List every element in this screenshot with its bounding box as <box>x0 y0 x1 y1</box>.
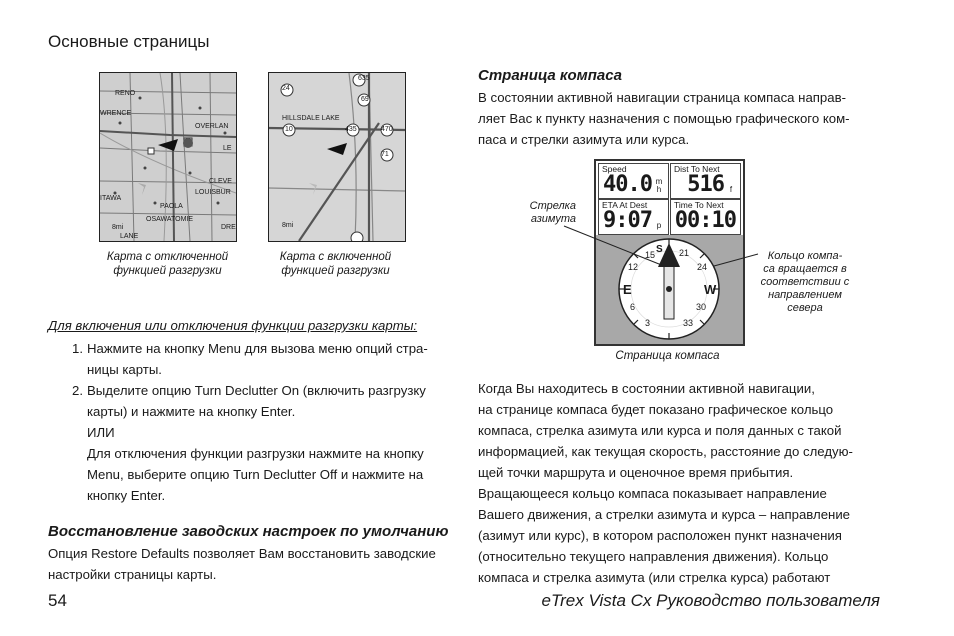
map-label: LOUISBUR <box>195 189 231 196</box>
map-caption-off: Карта с отключенной функцией разгрузки <box>106 251 229 277</box>
page-number: 54 <box>48 591 67 610</box>
annotation-leader-right <box>712 250 762 270</box>
map-label: LANE <box>120 233 139 240</box>
declutter-subhead: Для включения или отключения функции разгрузки карты: <box>48 318 418 333</box>
annotation-bearing-pointer: Стрелка азимута <box>529 200 576 225</box>
compass-intro: В состоянии активной навигации страница компаса направ- ляет Вас к пункту назначения с помощью графического ком- паса и стрелки азимута или курса. <box>478 90 850 147</box>
ring-cardinal-w: W <box>704 282 717 297</box>
data-field-speed[interactable]: Speed 40.0 m h <box>598 163 669 199</box>
ring-number: 21 <box>679 248 690 258</box>
document-title: eTrex Vista Cx Руководство пользователя <box>541 591 880 610</box>
data-field-eta-at-dest[interactable]: ETA At Dest 9:07 p <box>598 199 669 235</box>
compass-heading: Страница компаса <box>478 67 622 84</box>
map-label: OVERLAN <box>195 123 229 130</box>
ring-number: 3 <box>645 318 651 328</box>
ring-number: 15 <box>645 250 656 260</box>
restore-heading: Восстановление заводских настроек по умолчанию <box>48 523 449 540</box>
map-scale: 8mi <box>112 224 124 231</box>
route-shield: 24 <box>282 85 290 92</box>
map-caption-on: Карта с включенной функцией разгрузки <box>279 251 392 277</box>
map-label: LE <box>223 145 232 152</box>
ring-number: 33 <box>683 318 694 328</box>
map-scale: 8mi <box>282 222 294 229</box>
route-shield: 470 <box>381 126 393 133</box>
annotation-leader-left <box>560 222 670 272</box>
map-label: RENO <box>115 90 136 97</box>
map-label: ITAWA <box>100 195 122 202</box>
map-label: CLEVE <box>209 178 232 185</box>
section-title: Основные страницы <box>48 32 210 51</box>
ring-number: 6 <box>630 302 636 312</box>
declutter-steps <box>72 338 452 506</box>
ring-cardinal-s: S <box>656 244 663 255</box>
list-item: 1. Нажмите на кнопку Menu для вызова меню опций стра- ницы карты. <box>72 341 428 377</box>
ring-cardinal-e: E <box>623 282 632 297</box>
map-label: OSAWATOMIE <box>146 216 194 223</box>
map-label: HILLSDALE LAKE <box>282 115 340 122</box>
ring-number: 30 <box>696 302 707 312</box>
map-label: WRENCE <box>100 110 132 117</box>
route-shield: 10 <box>285 126 293 133</box>
route-shield: 71 <box>381 151 389 158</box>
route-shield: 69 <box>361 96 369 103</box>
annotation-compass-ring: Кольцо компа- са вращается в соответствии с направлением севера <box>760 250 850 314</box>
route-shield: 435 <box>345 126 357 133</box>
compass-body: Когда Вы находитесь в состоянии активной навигации, на странице компаса будет показано графическое кольцо компаса, стрелка азимута или курса и поля данных с такой информацией, как текущая скорость, расстояние до следую- щей точки маршрута и оценочное время прибытия. Вращающееся кольцо компаса показывает направление Вашего движения, а стрелки азимута и курса – направление (азимут или курс), в котором расположен пункт назначения (относительно текущего направления движения). Кольцо компаса и стрелка азимута (или стрелка курса) работают <box>478 381 853 585</box>
map-label: DRE <box>221 224 236 231</box>
route-shield: 635 <box>358 75 370 82</box>
map-label: PAOLA <box>160 203 183 210</box>
list-item: 2. Выделите опцию Turn Declutter On (включить разгрузку карты) и нажмите на кнопку Enter. ИЛИ Для отключения функции разгрузки нажмите на кнопку Menu, выберите опцию Turn Declutter Off и нажмите на кнопку Enter. <box>72 383 426 503</box>
data-field-time-to-next[interactable]: Time To Next 00:10 <box>670 199 741 235</box>
ring-number: 24 <box>697 262 708 272</box>
compass-caption: Страница компаса <box>615 350 720 362</box>
ring-number: 12 <box>628 262 639 272</box>
data-field-dist-to-next[interactable]: Dist To Next 516 f <box>670 163 741 199</box>
restore-text: Опция Restore Defaults позволяет Вам восстановить заводские настройки страницы карты. <box>48 546 436 582</box>
